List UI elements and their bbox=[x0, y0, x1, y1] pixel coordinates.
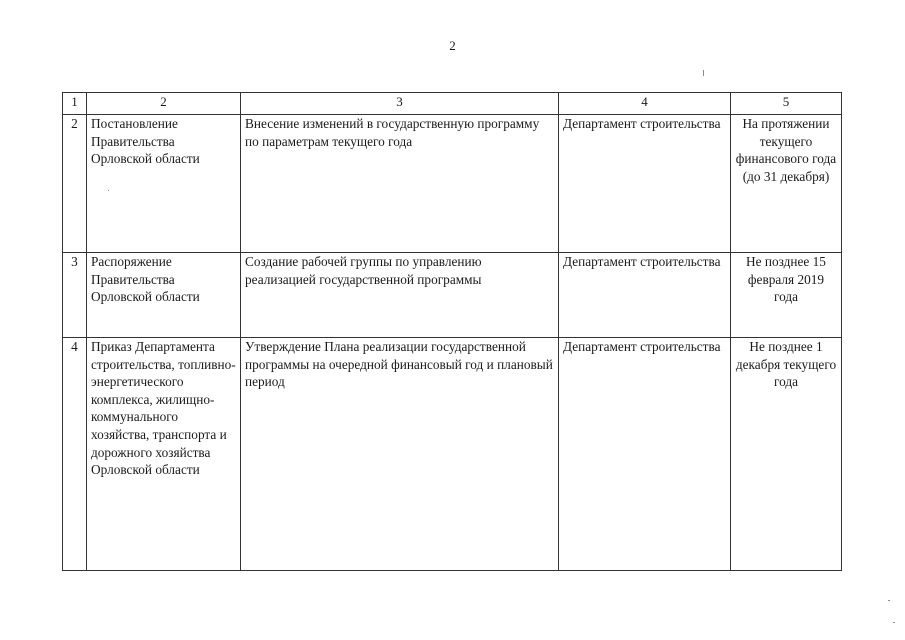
content-cell: Создание рабочей группы по управлению реализацией государственной программы bbox=[241, 253, 559, 338]
row-number: 3 bbox=[63, 253, 87, 338]
document-type-cell: Распоряжение Правительства Орловской области bbox=[87, 253, 241, 338]
deadline-cell: Не позднее 1 декабря текущего года bbox=[731, 338, 842, 571]
header-cell-2: 2 bbox=[87, 93, 241, 115]
header-cell-5: 5 bbox=[731, 93, 842, 115]
executor-cell: Департамент строительства bbox=[559, 338, 731, 571]
page-number: 2 bbox=[449, 38, 456, 53]
scan-speck bbox=[888, 600, 890, 601]
row-number: 4 bbox=[63, 338, 87, 571]
content-cell: Внесение изменений в государственную программу по параметрам текущего года bbox=[241, 115, 559, 253]
row-number: 2 bbox=[63, 115, 87, 253]
document-type-cell: Постановление Правительства Орловской области bbox=[87, 115, 241, 253]
header-cell-3: 3 bbox=[241, 93, 559, 115]
table-row bbox=[63, 253, 842, 338]
scan-speck bbox=[703, 70, 704, 76]
header-cell-1: 1 bbox=[63, 93, 87, 115]
scan-speck bbox=[893, 622, 895, 623]
header-cell-4: 4 bbox=[559, 93, 731, 115]
deadline-cell: На протяжении текущего финансового года (до 31 декабря) bbox=[731, 115, 842, 253]
table-row bbox=[63, 115, 842, 253]
table-header-row bbox=[63, 93, 842, 115]
content-cell: Утверждение Плана реализации государственной программы на очередной финансовый год и плановый период bbox=[241, 338, 559, 571]
scan-speck bbox=[108, 190, 109, 191]
table-row bbox=[63, 338, 842, 571]
executor-cell: Департамент строительства bbox=[559, 253, 731, 338]
executor-cell: Департамент строительства bbox=[559, 115, 731, 253]
deadline-cell: Не позднее 15 февраля 2019 года bbox=[731, 253, 842, 338]
document-type-cell: Приказ Департамента строительства, топливно-энергетического комплекса, жилищно-коммунального хозяйства, транспорта и дорожного хозяйства Орловской области bbox=[87, 338, 241, 571]
activities-table bbox=[62, 92, 842, 571]
